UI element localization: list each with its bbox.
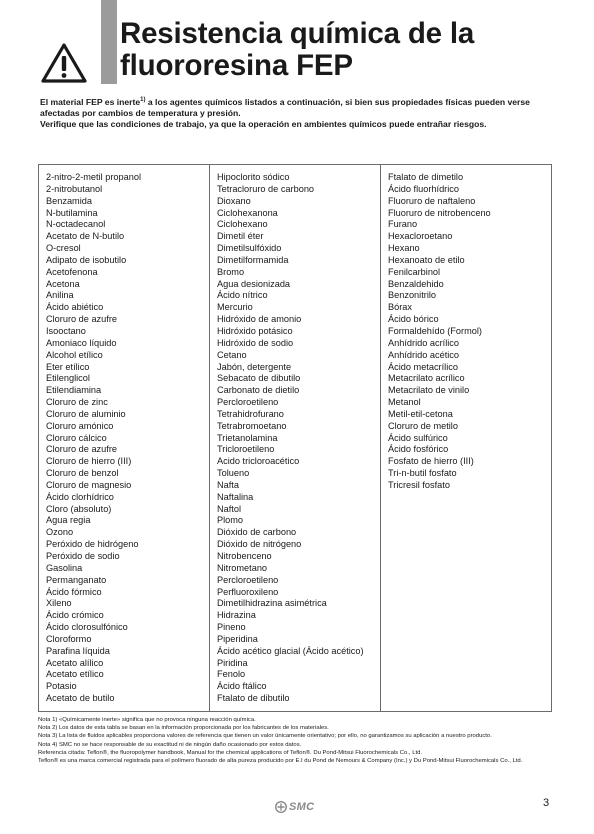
footnote: Nota 4) SMC no se hace responsable de su exactitud ni de ningún daño ocasionado por estos datos. — [38, 741, 302, 748]
chemicals-column-2 — [209, 165, 380, 711]
chemical-list-item: Hidróxido de amonio — [217, 314, 302, 325]
chemical-list-item: Acetato de N-butilo — [46, 231, 125, 242]
reference-note: Referencia citada: Teflon®, the fluoropolymer handbook, Manual for the chemical applications of Teflon®. Du Pond-Mitsui Fluorochemicals Co., Ltd. — [38, 749, 423, 756]
chemicals-column-1 — [39, 165, 209, 711]
chemical-list-item: Ácido sulfúrico — [388, 432, 448, 443]
chemical-list-item: Dimetilformamida — [217, 254, 289, 265]
chemical-list-item: Pineno — [217, 622, 246, 633]
chemical-list-item: Peróxido de hidrógeno — [46, 539, 139, 550]
chemical-list-item: Percloroetileno — [217, 397, 279, 408]
chemical-list-item: Ácido clorhídrico — [46, 491, 114, 502]
chemical-list-item: Acetofenona — [46, 266, 98, 277]
chemical-list-item: Cloruro de aluminio — [46, 408, 126, 419]
chemical-list-item: Metacrilato de vinilo — [388, 385, 470, 396]
chemical-list-item: Anilina — [46, 290, 74, 301]
chemical-list-item: Alcohol etílico — [46, 349, 103, 360]
chemical-list-item: Tetrahidrofurano — [217, 408, 284, 419]
chemical-list-item: Furano — [388, 219, 418, 230]
title-accent-bar — [101, 0, 117, 84]
chemical-list-item: Ácido bórico — [388, 314, 439, 325]
chemical-list-item: Metil-etil-cetona — [388, 408, 453, 419]
chemical-list-item: 2-nitro-2-metil propanol — [46, 172, 141, 182]
chemical-list-item: Piperidina — [217, 633, 258, 644]
chemicals-column-3 — [380, 165, 551, 711]
chemical-list-item: Formaldehído (Formol) — [388, 325, 482, 336]
chemical-list-item: Bromo — [217, 266, 245, 277]
chemical-list-item: Percloroetileno — [217, 574, 279, 585]
chemical-list-item: Anhídrido acético — [388, 349, 459, 360]
chemical-list-item: 2-nitrobutanol — [46, 183, 103, 194]
smc-logo-text: SMC — [289, 801, 315, 813]
footnote: Nota 1) «Químicamente inerte» significa que no provoca ninguna reacción química. — [38, 717, 256, 723]
chemical-list-item: Eter etílico — [46, 361, 90, 372]
chemical-list-item: Acetato de butilo — [46, 693, 115, 704]
chemical-list-item: Anhídrido acrílico — [388, 337, 459, 348]
chemical-list-item: Fluoruro de naftaleno — [388, 195, 476, 206]
chemical-list-item: Etilenglicol — [46, 373, 90, 384]
chemical-list-item: Cloruro de hierro (III) — [46, 456, 132, 467]
chemical-list-item: Hexano — [388, 243, 420, 254]
chemical-list-item: Metacrilato acrílico — [388, 373, 465, 384]
intro-paragraph-2: Verifique que las condiciones de trabajo, ya que la operación en ambientes químicos puede entrañar riesgos. — [40, 119, 487, 129]
chemical-list-item: Nafta — [217, 479, 239, 490]
chemical-list-item: Dimetil éter — [217, 231, 264, 242]
chemical-list-item: Amoniaco líquido — [46, 337, 117, 348]
chemical-list-item: Etilendiamina — [46, 385, 102, 396]
chemical-list-item: Ácido ftálico — [217, 681, 267, 692]
chemical-list-item: Fosfato de hierro (III) — [388, 456, 474, 467]
footnote: Nota 3) La lista de fluidos aplicables proporciona valores de referencia que tienen un valor únicamente orientativo; por ello, no garantizamos su aplicación a nuestro producto. — [38, 733, 492, 740]
chemical-list-item: Ácido clorosulfónico — [46, 622, 128, 633]
chemical-list-item: Benzonitrilo — [388, 290, 437, 301]
intro-line1-before: El material FEP es inerte — [40, 97, 141, 107]
chemical-list-item: Acetato etílico — [46, 669, 104, 680]
chemical-list-item: Ácido nítrico — [217, 290, 268, 301]
chemical-list-item: N-butilamina — [46, 207, 98, 218]
chemical-list-item: Ácido fosfórico — [388, 444, 449, 455]
chemical-list-item: Nitrobenceno — [217, 551, 272, 561]
chemical-list-item: Isooctano — [46, 325, 86, 336]
warning-triangle-icon — [40, 42, 88, 84]
chemical-list-item: Mercurio — [217, 302, 253, 313]
chemical-list-item: Dióxido de nitrógeno — [217, 539, 302, 550]
chemical-list-item: Hexanoato de etilo — [388, 254, 465, 265]
intro-footnote-ref: 1) — [140, 97, 146, 104]
chemical-list-item: Adipato de isobutilo — [46, 254, 127, 265]
chemical-list-item: Hipoclorito sódico — [217, 172, 290, 182]
chemical-list-item: Cloruro de azufre — [46, 314, 117, 325]
page-title-line2: fluororesina FEP — [120, 49, 353, 82]
chemical-list-item: Tolueno — [217, 468, 250, 479]
intro-paragraph-1 — [40, 97, 554, 119]
chemical-list-item: Ácido fluorhídrico — [388, 183, 459, 194]
chemical-list-item: Fluoruro de nitrobenceno — [388, 207, 491, 218]
chemical-list-item: Dimetilsulfóxido — [217, 243, 282, 254]
chemical-list-item: Ácido crómico — [46, 610, 104, 621]
chemical-list-item: Tricloroetileno — [217, 444, 275, 455]
chemical-list-item: Fenolo — [217, 669, 246, 680]
chemical-list-item: Ciclohexanona — [217, 207, 278, 218]
smc-logo-icon — [275, 801, 287, 813]
chemical-list-item: Agua regia — [46, 515, 91, 526]
chemical-list-item: Cetano — [217, 349, 247, 360]
chemical-list-item: Ftalato de dibutilo — [217, 693, 290, 704]
chemical-list-item: Tetrabromoetano — [217, 420, 287, 431]
chemicals-table — [38, 164, 552, 712]
chemical-list-item: Tri-n-butil fosfato — [388, 468, 457, 479]
chemical-list-item: Naftalina — [217, 491, 254, 502]
chemical-list-item: Benzamida — [46, 195, 92, 206]
chemical-list-item: Naftol — [217, 503, 242, 514]
chemical-list-item: Cloruro amónico — [46, 420, 114, 431]
page-title — [120, 18, 474, 82]
chemical-list-item: Xileno — [46, 598, 72, 609]
chemical-list-item: Acido tricloroacético — [217, 456, 300, 467]
footnotes — [38, 716, 556, 765]
chemical-list-item: Fenilcarbinol — [388, 266, 441, 277]
page-title-line1: Resistencia química de la — [120, 17, 475, 50]
chemical-list-item: Agua desionizada — [217, 278, 291, 289]
chemical-list-item: Jabón, detergente — [217, 361, 292, 372]
chemical-list-item: Benzaldehido — [388, 278, 444, 289]
footnote: Nota 2) Los datos de esta tabla se basan en la información proporcionada por los fabricantes de los materiales. — [38, 725, 329, 732]
chemical-list-item: Gasolina — [46, 562, 83, 573]
chemical-list-item: Plomo — [217, 515, 244, 526]
chemical-list-item: Cloruro cálcico — [46, 432, 107, 443]
trademark-note: Teflon® es una marca comercial registrada para el polímero fluorado de alta pureza producido por E.I du Pond de Nemours & Company (Inc.) y Du Pond-Mitsui Fluorochemicals Co., Ltd. — [38, 758, 523, 765]
chemical-list-item: Potasio — [46, 681, 77, 692]
intro-text — [40, 97, 554, 130]
chemical-list-item: Hidróxido potásico — [217, 325, 293, 336]
chemical-list-item: Ácido metacrílico — [388, 361, 458, 372]
chemical-list-item: Tetracloruro de carbono — [217, 183, 315, 194]
chemical-list-item: Hexacloroetano — [388, 231, 453, 242]
chemical-list-item: Cloruro de metilo — [388, 420, 458, 431]
chemical-list-item: Dimetilhidrazina asimétrica — [217, 598, 327, 609]
chemical-list-item: Hidróxido de sodio — [217, 337, 294, 348]
chemical-list-item: Acetona — [46, 278, 80, 289]
chemical-list-item: Metanol — [388, 397, 421, 408]
chemical-list-item: N-octadecanol — [46, 219, 106, 230]
chemical-list-item: Nitrometano — [217, 562, 268, 573]
chemical-list-item: Ácido abiético — [46, 302, 104, 313]
chemical-list-item: Tricresil fosfato — [388, 479, 450, 490]
chemical-list-item: Cloruro de zinc — [46, 397, 108, 408]
smc-logo — [275, 801, 314, 813]
chemical-list-item: Parafina líquida — [46, 645, 110, 656]
chemical-list-item: Perfluoroxileno — [217, 586, 279, 597]
chemical-list-item: Dioxano — [217, 195, 251, 206]
page-number: 3 — [543, 797, 550, 809]
chemical-list-item: Cloroformo — [46, 633, 92, 644]
chemical-list-item: Dióxido de carbono — [217, 527, 297, 538]
chemical-list-item: Ozono — [46, 527, 74, 538]
chemical-list-item: O-cresol — [46, 243, 81, 254]
chemical-list-item: Permanganato — [46, 574, 107, 585]
chemical-list-item: Cloruro de azufre — [46, 444, 117, 455]
chemical-list-item: Peróxido de sodio — [46, 551, 120, 561]
chemical-list-item: Bórax — [388, 302, 413, 313]
chemical-list-item: Sebacato de dibutilo — [217, 373, 301, 384]
chemical-list-item: Ácido acético glacial (Ácido acético) — [217, 645, 364, 656]
chemical-list-item: Carbonato de dietilo — [217, 385, 300, 396]
chemical-list-item: Ftalato de dimetilo — [388, 172, 464, 182]
chemical-list-item: Trietanolamina — [217, 432, 278, 443]
chemical-list-item: Cloruro de benzol — [46, 468, 119, 479]
chemical-list-item: Hidrazina — [217, 610, 256, 621]
chemical-list-item: Ácido fórmico — [46, 586, 102, 597]
chemical-list-item: Cloruro de magnesio — [46, 479, 132, 490]
chemical-list-item: Ciclohexano — [217, 219, 268, 230]
intro-line1-after: a los agentes químicos listados a continuación, si bien sus propiedades físicas pueden verse afectadas por cambios de temperatura y presión. — [40, 97, 530, 118]
chemical-list-item: Acetato alílico — [46, 657, 104, 668]
chemical-list-item: Piridina — [217, 657, 248, 668]
chemical-list-item: Cloro (absoluto) — [46, 503, 112, 514]
